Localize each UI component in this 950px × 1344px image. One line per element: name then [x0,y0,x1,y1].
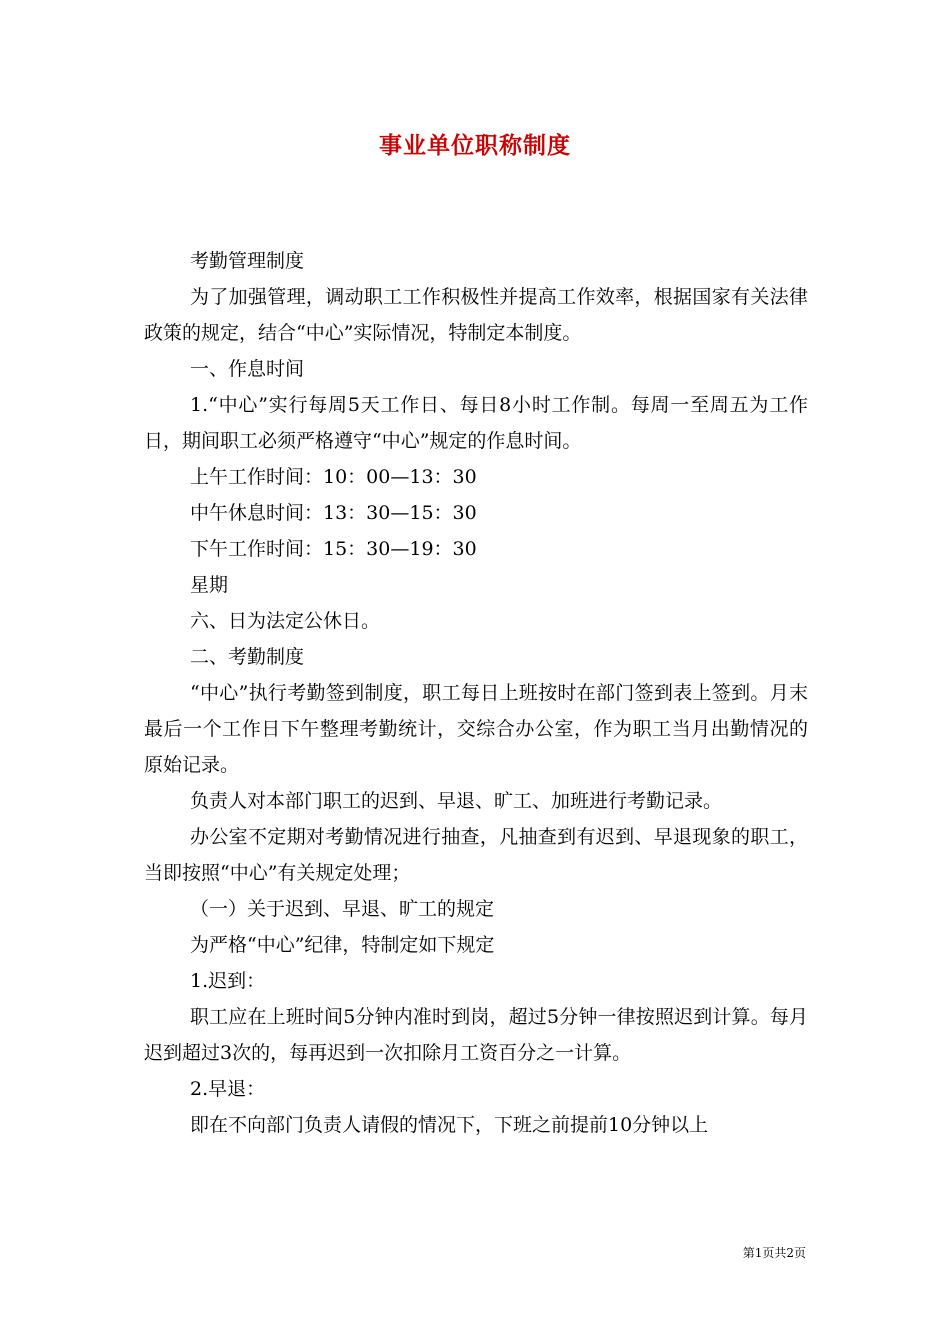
paragraph: 为了加强管理，调动职工工作积极性并提高工作效率，根据国家有关法律政策的规定，结合“中心”实际情况，特制定本制度。 [144,286,808,344]
paragraph: 星期 [190,574,229,596]
paragraph: 二、考勤制度 [190,646,305,668]
paragraph: 负责人对本部门职工的迟到、早退、旷工、加班进行考勤记录。 [190,790,723,812]
paragraph: 六、日为法定公休日。 [190,610,381,632]
document-title: 事业单位职称制度 [379,132,571,159]
paragraph: 下午工作时间：15：30—19：30 [190,538,477,560]
paragraph: 1.迟到： [190,970,266,992]
paragraph: 考勤管理制度 [190,250,305,272]
paragraph: 2.早退： [190,1078,266,1100]
paragraph: 职工应在上班时间5分钟内准时到岗，超过5分钟一律按照迟到计算。每月迟到超过3次的，每再迟到一次扣除月工资百分之一计算。 [144,1006,808,1064]
page-number: 第1页共2页 [742,1246,806,1260]
document-body [144,243,808,1143]
paragraph: 办公室不定期对考勤情况进行抽查，凡抽查到有迟到、早退现象的职工，当即按照“中心”有关规定处理； [144,826,808,884]
paragraph: 即在不向部门负责人请假的情况下，下班之前提前10分钟以上 [190,1114,709,1136]
paragraph: 中午休息时间：13：30—15：30 [190,502,477,524]
paragraph: 1.“中心”实行每周5天工作日、每日8小时工作制。每周一至周五为工作日，期间职工必须严格遵守“中心”规定的作息时间。 [144,394,808,452]
paragraph: （一）关于迟到、早退、旷工的规定 [190,898,495,920]
paragraph: 一、作息时间 [190,358,305,380]
paragraph: 为严格“中心”纪律，特制定如下规定 [190,934,495,956]
paragraph: “中心”执行考勤签到制度，职工每日上班按时在部门签到表上签到。月末最后一个工作日下午整理考勤统计，交综合办公室，作为职工当月出勤情况的原始记录。 [144,682,808,776]
paragraph: 上午工作时间：10：00—13：30 [190,466,477,488]
